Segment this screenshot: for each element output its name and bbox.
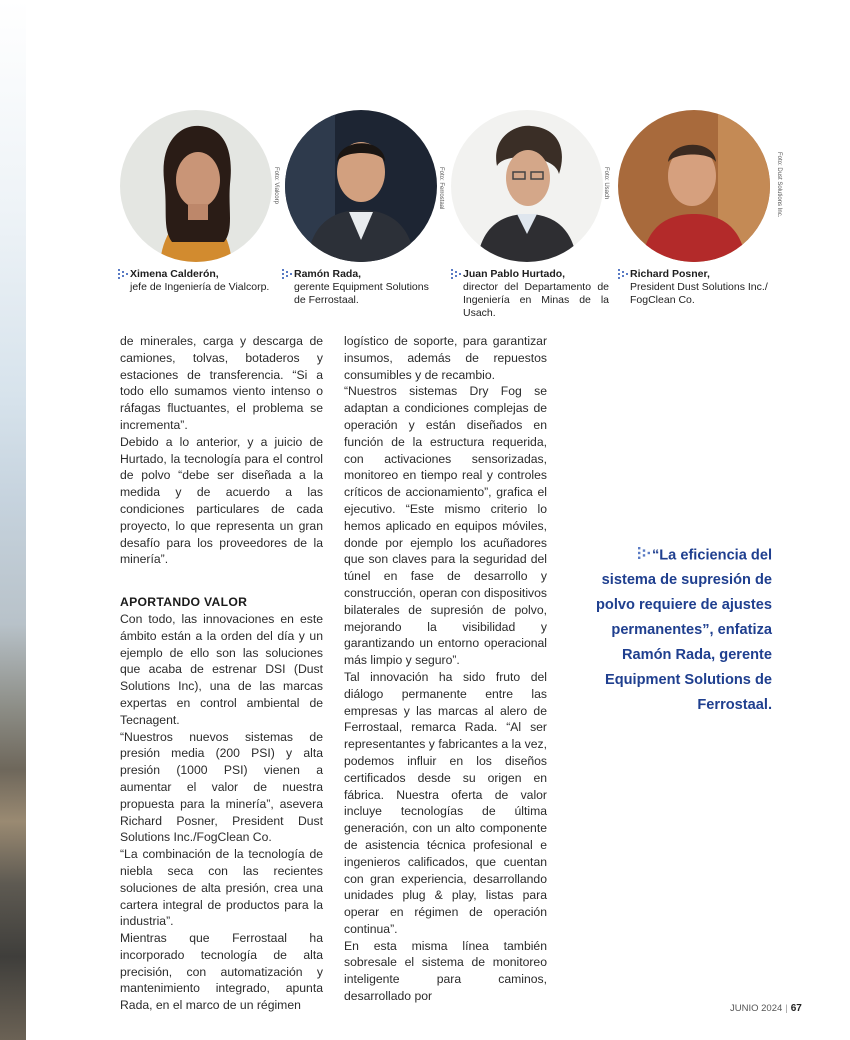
pull-quote-text: “La eficiencia del sistema de supresión de polvo requiere de ajustes permanentes”, enfatiza Ramón Rada, gerente Equipment Solutions de Ferrostaal. bbox=[596, 547, 772, 714]
caption-juan-pablo-hurtado bbox=[451, 268, 609, 320]
caption-ramon-rada bbox=[282, 268, 442, 307]
caption-richard-posner bbox=[618, 268, 788, 307]
paragraph: logístico de soporte, para garantizar insumos, además de repuestos consumibles y de recambio. bbox=[344, 334, 547, 382]
bullet-marker-icon bbox=[282, 269, 292, 283]
person-role: gerente Equipment Solutions de Ferrostaal. bbox=[294, 281, 429, 306]
portrait-ramon-rada bbox=[285, 110, 437, 262]
paragraph: “La combinación de la tecnología de niebla seca con las recientes soluciones de alta presión, crea una cartera integral de productos para la industria”. bbox=[120, 847, 323, 929]
person-name: Ramón Rada, bbox=[294, 268, 362, 280]
person-name: Ximena Calderón, bbox=[130, 268, 219, 280]
section-heading: APORTANDO VALOR bbox=[120, 595, 248, 610]
caption-ximena-calderon bbox=[118, 268, 278, 294]
bullet-marker-icon bbox=[118, 269, 128, 283]
paragraph: Debido a lo anterior, y a juicio de Hurtado, la tecnología para el control de polvo “debe ser diseñada a la medida y de acuerdo a las condiciones particulares de cada proyecto, lo que representa un gran desafío para los proveedores de la minería”. bbox=[120, 434, 323, 567]
page-footer bbox=[730, 1003, 802, 1014]
issue-date: JUNIO 2024 bbox=[730, 1003, 783, 1014]
portrait-ximena-calderon bbox=[120, 110, 272, 262]
photo-credit: Foto: Ferrostaal bbox=[438, 167, 444, 210]
paragraph: de minerales, carga y descarga de camiones, tolvas, botaderos y estaciones de transferencia. “Si a todo ello sumamos viento intenso o ráfagas fluctuantes, el problema se incrementa”. bbox=[120, 334, 323, 432]
bullet-marker-icon bbox=[451, 269, 461, 283]
photo-credit: Foto: Usach bbox=[603, 167, 609, 200]
article-column-1 bbox=[120, 333, 323, 1014]
bullet-marker-icon bbox=[618, 269, 628, 283]
person-role: President Dust Solutions Inc./ FogClean Co. bbox=[630, 281, 768, 306]
paragraph: Mientras que Ferrostaal ha incorporado tecnología de alta precisión, con automatización y mantenimiento integrado, apunta Rada, en el marco de un régimen bbox=[120, 931, 323, 1013]
person-name: Richard Posner, bbox=[630, 268, 710, 280]
paragraph: “Nuestros nuevos sistemas de presión media (200 PSI) y alta presión (1000 PSI) vienen a aumentar el valor de nuestra propuesta para la minería”, asevera Richard Posner, President Dust Solutions Inc./FogClean Co. bbox=[120, 729, 323, 845]
paragraph: “Nuestros sistemas Dry Fog se adaptan a condiciones complejas de operación y están diseñados en función de la estructura requerida, con activaciones sensorizadas, monitoreo en tiempo real y controles críticos de accionamiento”, grafica el ejecutivo. “Este mismo criterio lo hemos aplicado en equipos móviles, donde por ejemplo los acuñadores que son claves para la seguridad del túnel en fase de desarrollo y construcción, operan con dispositivos bilaterales de supresión de polvo, mejorando la visibilidad y garantizando un entorno operacional más limpio y seguro”. bbox=[344, 384, 547, 668]
portrait-richard-posner bbox=[618, 110, 770, 262]
person-role: director del Departamento de Ingeniería en Minas de la Usach. bbox=[463, 281, 609, 319]
page-number: 67 bbox=[790, 1003, 802, 1014]
paragraph: En esta misma línea también sobresale el sistema de monitoreo inteligente para caminos, desarrollado por bbox=[344, 938, 547, 1004]
quote-marker-icon bbox=[638, 543, 650, 568]
edge-photo-strip bbox=[0, 0, 26, 1040]
person-role: jefe de Ingeniería de Vialcorp. bbox=[130, 281, 270, 293]
article-column-2 bbox=[344, 333, 547, 1005]
pull-quote bbox=[592, 543, 772, 718]
paragraph: Tal innovación ha sido fruto del diálogo permanente entre las empresas y las marcas al alero de Ferrostaal, remarca Rada. “Al ser representantes y fabricantes a la vez, podemos influir en los diseños certificados desde su origen en fábrica. Nuestra oferta de valor incluye tecnologías de última generación, con un alto componente de asistencia técnica profesional e ingenieros calificados, que cuentan con gran experiencia, desarrollando unidades plug & play, listas para operar en régimen de operación continua”. bbox=[344, 669, 547, 936]
footer-separator: | bbox=[785, 1003, 788, 1014]
person-name: Juan Pablo Hurtado, bbox=[463, 268, 566, 280]
paragraph: Con todo, las innovaciones en este ámbito están a la orden del día y un ejemplo de ello son las soluciones que acaba de estrenar DSI (Dust Solutions Inc), una de las marcas expertas en control ambiental de Tecnagent. bbox=[120, 611, 323, 727]
photo-credit: Foto: Vialcorp bbox=[273, 167, 279, 204]
photo-credit: Foto: Dust Solutions Inc. bbox=[776, 152, 782, 218]
portrait-juan-pablo-hurtado bbox=[451, 110, 603, 262]
